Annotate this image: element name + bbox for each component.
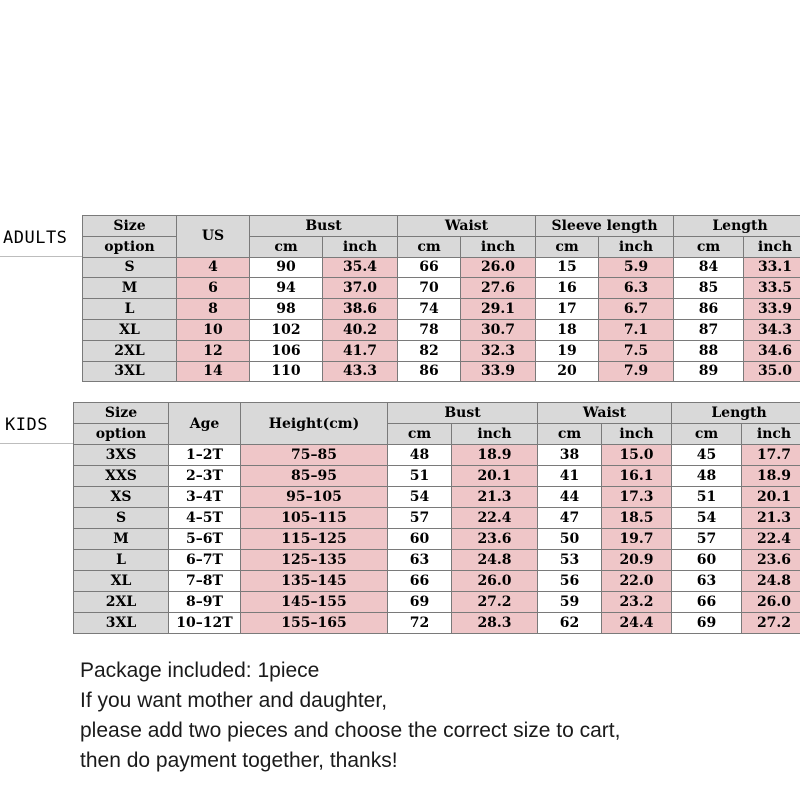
table-cell: 21.3	[452, 487, 538, 508]
size-cell: XL	[74, 571, 169, 592]
height-header: Height(cm)	[241, 403, 388, 445]
size-header: Size	[74, 403, 169, 424]
table-cell: 85–95	[241, 466, 388, 487]
table-cell: 54	[388, 487, 452, 508]
table-row	[83, 299, 800, 320]
table-cell: 10–12T	[169, 613, 241, 634]
table-cell: 66	[388, 571, 452, 592]
table-cell: 87	[674, 319, 744, 340]
table-cell: 34.6	[744, 340, 800, 361]
table-cell: 8	[177, 299, 250, 320]
note-line: then do payment together, thanks!	[80, 749, 398, 772]
size-cell: S	[74, 508, 169, 529]
size-cell: XS	[74, 487, 169, 508]
table-cell: 22.4	[742, 529, 800, 550]
table-cell: 26.0	[461, 257, 536, 278]
table-cell: 44	[538, 487, 602, 508]
table-cell: 17.7	[742, 445, 800, 466]
table-cell: 88	[674, 340, 744, 361]
table-cell: 53	[538, 550, 602, 571]
table-cell: 4	[177, 257, 250, 278]
table-cell: 5–6T	[169, 529, 241, 550]
table-cell: 4–5T	[169, 508, 241, 529]
kids-label-divider	[0, 443, 73, 444]
table-cell: 20	[536, 361, 599, 382]
table-row	[74, 571, 800, 592]
table-cell: 23.6	[452, 529, 538, 550]
table-cell: 51	[388, 466, 452, 487]
us-header: US	[177, 216, 250, 258]
table-cell: 66	[398, 257, 461, 278]
table-cell: 106	[250, 340, 323, 361]
table-cell: 45	[672, 445, 742, 466]
size-cell: L	[74, 550, 169, 571]
table-cell: 19.7	[602, 529, 672, 550]
table-cell: 33.1	[744, 257, 800, 278]
size-cell: 2XL	[74, 592, 169, 613]
unit-cm: cm	[672, 424, 742, 445]
table-cell: 63	[388, 550, 452, 571]
table-cell: 86	[398, 361, 461, 382]
unit-cm: cm	[388, 424, 452, 445]
note-line: Package included: 1piece	[80, 659, 320, 682]
table-cell: 23.2	[602, 592, 672, 613]
table-cell: 72	[388, 613, 452, 634]
table-cell: 56	[538, 571, 602, 592]
table-cell: 24.8	[742, 571, 800, 592]
option-header: option	[74, 424, 169, 445]
table-cell: 22.0	[602, 571, 672, 592]
waist-header: Waist	[538, 403, 672, 424]
size-header: Size	[83, 216, 177, 237]
bust-header: Bust	[250, 216, 398, 237]
table-cell: 6.7	[599, 299, 674, 320]
table-cell: 7.5	[599, 340, 674, 361]
table-cell: 51	[672, 487, 742, 508]
table-cell: 26.0	[742, 592, 800, 613]
table-cell: 21.3	[742, 508, 800, 529]
table-cell: 8–9T	[169, 592, 241, 613]
table-cell: 6–7T	[169, 550, 241, 571]
table-cell: 84	[674, 257, 744, 278]
table-cell: 59	[538, 592, 602, 613]
table-row	[74, 613, 800, 634]
table-cell: 60	[672, 550, 742, 571]
bust-header: Bust	[388, 403, 538, 424]
note-line: please add two pieces and choose the correct size to cart,	[80, 719, 621, 742]
table-cell: 33.5	[744, 278, 800, 299]
table-cell: 27.2	[452, 592, 538, 613]
table-cell: 34.3	[744, 319, 800, 340]
table-cell: 115–125	[241, 529, 388, 550]
table-cell: 23.6	[742, 550, 800, 571]
table-row	[74, 508, 800, 529]
table-row	[74, 445, 800, 466]
unit-inch: inch	[744, 236, 800, 257]
table-cell: 24.8	[452, 550, 538, 571]
table-cell: 22.4	[452, 508, 538, 529]
table-cell: 27.6	[461, 278, 536, 299]
table-cell: 66	[672, 592, 742, 613]
table-row	[83, 340, 800, 361]
table-row	[74, 529, 800, 550]
unit-cm: cm	[398, 236, 461, 257]
adults-header-row	[83, 216, 800, 237]
table-cell: 38	[538, 445, 602, 466]
table-cell: 43.3	[323, 361, 398, 382]
table-cell: 19	[536, 340, 599, 361]
table-cell: 38.6	[323, 299, 398, 320]
table-row	[83, 257, 800, 278]
table-cell: 5.9	[599, 257, 674, 278]
size-cell: XL	[83, 319, 177, 340]
unit-cm: cm	[536, 236, 599, 257]
table-cell: 20.9	[602, 550, 672, 571]
table-cell: 110	[250, 361, 323, 382]
size-cell: M	[74, 529, 169, 550]
table-cell: 7.1	[599, 319, 674, 340]
note-line: If you want mother and daughter,	[80, 689, 388, 712]
package-note	[80, 656, 620, 776]
size-cell: 2XL	[83, 340, 177, 361]
kids-size-table	[73, 402, 800, 634]
unit-inch: inch	[742, 424, 800, 445]
unit-cm: cm	[538, 424, 602, 445]
table-cell: 17.3	[602, 487, 672, 508]
adults-size-table	[82, 215, 800, 382]
table-cell: 33.9	[744, 299, 800, 320]
table-cell: 20.1	[452, 466, 538, 487]
age-header: Age	[169, 403, 241, 445]
table-cell: 69	[388, 592, 452, 613]
table-cell: 37.0	[323, 278, 398, 299]
table-cell: 6.3	[599, 278, 674, 299]
sleeve-length-header: Sleeve length	[536, 216, 674, 237]
unit-inch: inch	[323, 236, 398, 257]
table-row	[83, 319, 800, 340]
table-cell: 41.7	[323, 340, 398, 361]
size-cell: 3XL	[83, 361, 177, 382]
table-row	[74, 592, 800, 613]
size-cell: S	[83, 257, 177, 278]
table-cell: 102	[250, 319, 323, 340]
adults-section-label: ADULTS	[3, 228, 68, 248]
table-cell: 74	[398, 299, 461, 320]
table-cell: 18.9	[742, 466, 800, 487]
table-cell: 30.7	[461, 319, 536, 340]
table-cell: 35.4	[323, 257, 398, 278]
unit-inch: inch	[452, 424, 538, 445]
table-cell: 20.1	[742, 487, 800, 508]
table-cell: 24.4	[602, 613, 672, 634]
table-cell: 15.0	[602, 445, 672, 466]
table-cell: 54	[672, 508, 742, 529]
table-cell: 90	[250, 257, 323, 278]
table-cell: 18.5	[602, 508, 672, 529]
option-header: option	[83, 236, 177, 257]
table-cell: 18	[536, 319, 599, 340]
table-cell: 12	[177, 340, 250, 361]
table-cell: 10	[177, 319, 250, 340]
table-cell: 3–4T	[169, 487, 241, 508]
table-cell: 57	[672, 529, 742, 550]
unit-cm: cm	[250, 236, 323, 257]
table-cell: 27.2	[742, 613, 800, 634]
table-cell: 95–105	[241, 487, 388, 508]
table-cell: 48	[672, 466, 742, 487]
table-cell: 2–3T	[169, 466, 241, 487]
table-cell: 35.0	[744, 361, 800, 382]
kids-header-row	[74, 403, 800, 424]
table-cell: 48	[388, 445, 452, 466]
table-cell: 57	[388, 508, 452, 529]
table-cell: 78	[398, 319, 461, 340]
table-cell: 86	[674, 299, 744, 320]
table-cell: 145–155	[241, 592, 388, 613]
table-cell: 75–85	[241, 445, 388, 466]
size-cell: XXS	[74, 466, 169, 487]
table-cell: 62	[538, 613, 602, 634]
table-cell: 17	[536, 299, 599, 320]
table-cell: 69	[672, 613, 742, 634]
table-cell: 6	[177, 278, 250, 299]
size-cell: 3XL	[74, 613, 169, 634]
unit-inch: inch	[461, 236, 536, 257]
table-cell: 155–165	[241, 613, 388, 634]
table-cell: 70	[398, 278, 461, 299]
table-cell: 41	[538, 466, 602, 487]
table-cell: 50	[538, 529, 602, 550]
table-row	[83, 278, 800, 299]
adults-label-divider	[0, 256, 82, 257]
unit-inch: inch	[599, 236, 674, 257]
table-cell: 82	[398, 340, 461, 361]
table-cell: 33.9	[461, 361, 536, 382]
table-row	[74, 466, 800, 487]
table-cell: 28.3	[452, 613, 538, 634]
table-cell: 125–135	[241, 550, 388, 571]
table-cell: 47	[538, 508, 602, 529]
length-header: Length	[672, 403, 800, 424]
table-cell: 60	[388, 529, 452, 550]
table-cell: 89	[674, 361, 744, 382]
table-cell: 7.9	[599, 361, 674, 382]
table-row	[74, 487, 800, 508]
table-cell: 63	[672, 571, 742, 592]
table-cell: 135–145	[241, 571, 388, 592]
unit-inch: inch	[602, 424, 672, 445]
table-row	[74, 550, 800, 571]
table-row	[83, 361, 800, 382]
length-header: Length	[674, 216, 800, 237]
table-cell: 40.2	[323, 319, 398, 340]
table-cell: 29.1	[461, 299, 536, 320]
table-cell: 98	[250, 299, 323, 320]
table-cell: 1–2T	[169, 445, 241, 466]
table-cell: 18.9	[452, 445, 538, 466]
table-cell: 14	[177, 361, 250, 382]
table-cell: 15	[536, 257, 599, 278]
size-cell: L	[83, 299, 177, 320]
table-cell: 16	[536, 278, 599, 299]
unit-cm: cm	[674, 236, 744, 257]
size-cell: M	[83, 278, 177, 299]
kids-section-label: KIDS	[5, 415, 48, 435]
table-cell: 32.3	[461, 340, 536, 361]
table-cell: 94	[250, 278, 323, 299]
table-cell: 16.1	[602, 466, 672, 487]
table-cell: 85	[674, 278, 744, 299]
waist-header: Waist	[398, 216, 536, 237]
table-cell: 7–8T	[169, 571, 241, 592]
table-cell: 26.0	[452, 571, 538, 592]
size-cell: 3XS	[74, 445, 169, 466]
table-cell: 105–115	[241, 508, 388, 529]
